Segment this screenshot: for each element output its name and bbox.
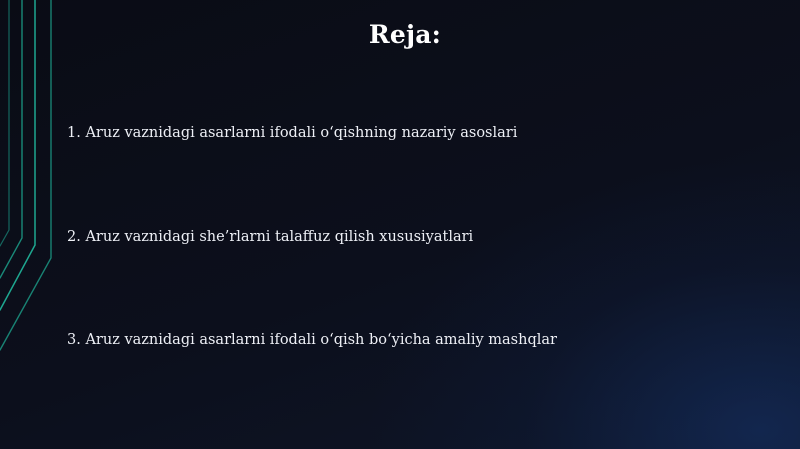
plan-item-text: Aruz vaznidagi asarlarni ifodali oʻqishning nazariy asoslari: [85, 125, 518, 141]
plan-item: [67, 125, 517, 141]
slide-title: Reja:: [368, 20, 442, 49]
plan-item-number: 1.: [67, 125, 81, 141]
plan-item-number: 3.: [67, 332, 81, 348]
plan-item-text: Aruz vaznidagi asarlarni ifodali oʻqish boʻyicha amaliy mashqlar: [85, 332, 557, 348]
plan-item: [67, 332, 557, 348]
plan-item-number: 2.: [67, 229, 81, 245]
plan-item-text: Aruz vaznidagi she’rlarni talaffuz qilish xususiyatlari: [85, 229, 474, 245]
circuit-line-4: [0, 0, 51, 350]
plan-item: [67, 229, 473, 245]
